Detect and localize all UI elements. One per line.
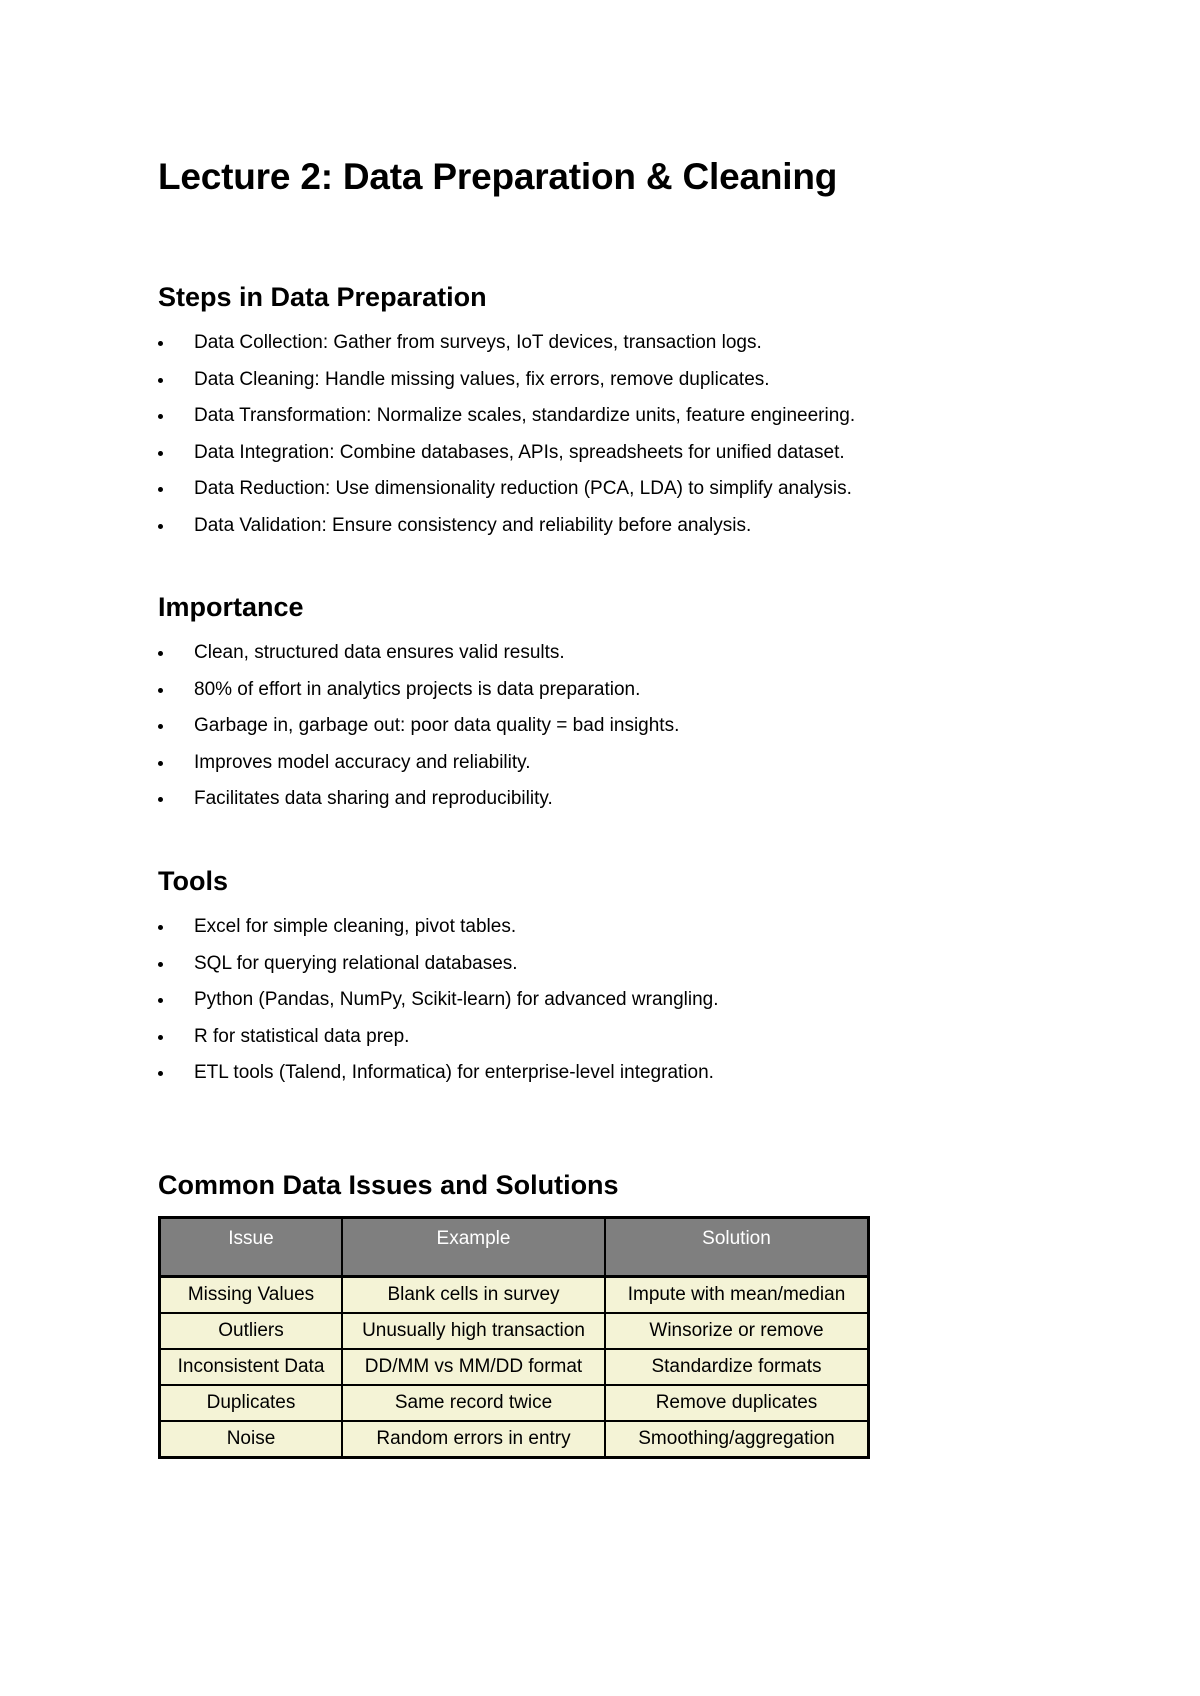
list-item-text: Clean, structured data ensures valid results. (194, 642, 565, 663)
bullet-icon (158, 797, 163, 802)
table-cell: Random errors in entry (342, 1421, 605, 1458)
list-item-text: SQL for querying relational databases. (194, 952, 518, 974)
table-row (160, 1277, 869, 1314)
list-item-text: Data Collection: Gather from surveys, IoT devices, transaction logs. (194, 332, 762, 353)
list-item-text: Python (Pandas, NumPy, Scikit-learn) for advanced wrangling. (194, 989, 719, 1010)
list-item (158, 1063, 719, 1100)
list-item-text: 80% of effort in analytics projects is data preparation. (194, 678, 641, 700)
table-header-row (160, 1218, 869, 1277)
table-cell: Remove duplicates (605, 1385, 869, 1421)
issues-heading: Common Data Issues and Solutions (158, 1170, 619, 1200)
bullet-icon (158, 1071, 163, 1076)
table-row (160, 1313, 869, 1349)
column-header-example: Example (342, 1218, 605, 1277)
bullet-icon (158, 451, 163, 456)
document-title: Lecture 2: Data Preparation & Cleaning (158, 156, 838, 197)
bullet-icon (158, 925, 163, 930)
list-item-text: Improves model accuracy and reliability. (194, 751, 531, 773)
column-header-solution: Solution (605, 1218, 869, 1277)
table-row (160, 1421, 869, 1458)
list-item (158, 917, 719, 954)
table-cell: Blank cells in survey (342, 1277, 605, 1314)
list-item-text: Data Integration: Combine databases, APIs, spreadsheets for unified dataset. (194, 441, 845, 463)
list-item (158, 479, 855, 516)
table-cell: Inconsistent Data (160, 1349, 343, 1385)
bullet-icon (158, 962, 163, 967)
bullet-icon (158, 341, 163, 346)
bullet-icon (158, 761, 163, 766)
list-item (158, 443, 855, 480)
table-cell: Outliers (160, 1313, 343, 1349)
tools-list (158, 917, 719, 1100)
bullet-icon (158, 524, 163, 529)
list-item-text: Data Transformation: Normalize scales, standardize units, feature engineering. (194, 405, 856, 426)
importance-heading: Importance (158, 592, 304, 622)
table-cell: Standardize formats (605, 1349, 869, 1385)
list-item (158, 753, 679, 790)
list-item (158, 370, 855, 407)
column-header-issue: Issue (160, 1218, 343, 1277)
list-item (158, 516, 855, 553)
list-item-text: Excel for simple cleaning, pivot tables. (194, 916, 517, 937)
list-item (158, 333, 855, 370)
table-cell: Unusually high transaction (342, 1313, 605, 1349)
list-item-text: Facilitates data sharing and reproducibility. (194, 788, 553, 809)
table-cell: Smoothing/aggregation (605, 1421, 869, 1458)
bullet-icon (158, 1035, 163, 1040)
list-item (158, 680, 679, 717)
list-item (158, 789, 679, 826)
list-item-text: Garbage in, garbage out: poor data quality = bad insights. (194, 715, 680, 736)
steps-heading: Steps in Data Preparation (158, 282, 487, 312)
table-cell: Noise (160, 1421, 343, 1458)
list-item (158, 1027, 719, 1064)
bullet-icon (158, 378, 163, 383)
bullet-icon (158, 998, 163, 1003)
table-cell: Duplicates (160, 1385, 343, 1421)
table-cell: DD/MM vs MM/DD format (342, 1349, 605, 1385)
list-item (158, 716, 679, 753)
list-item (158, 406, 855, 443)
list-item-text: R for statistical data prep. (194, 1025, 410, 1047)
table-row (160, 1349, 869, 1385)
table-cell: Missing Values (160, 1277, 343, 1314)
bullet-icon (158, 688, 163, 693)
issues-table (158, 1216, 870, 1459)
bullet-icon (158, 414, 163, 419)
list-item-text: Data Reduction: Use dimensionality reduction (PCA, LDA) to simplify analysis. (194, 478, 852, 499)
bullet-icon (158, 724, 163, 729)
bullet-icon (158, 651, 163, 656)
table-cell: Same record twice (342, 1385, 605, 1421)
list-item (158, 954, 719, 991)
importance-list (158, 643, 679, 826)
tools-heading: Tools (158, 866, 228, 896)
list-item (158, 990, 719, 1027)
list-item-text: ETL tools (Talend, Informatica) for enterprise-level integration. (194, 1062, 714, 1083)
steps-list (158, 333, 855, 552)
list-item (158, 643, 679, 680)
table-cell: Winsorize or remove (605, 1313, 869, 1349)
list-item-text: Data Cleaning: Handle missing values, fix errors, remove duplicates. (194, 368, 770, 390)
bullet-icon (158, 487, 163, 492)
table-cell: Impute with mean/median (605, 1277, 869, 1314)
list-item-text: Data Validation: Ensure consistency and reliability before analysis. (194, 514, 752, 536)
table-row (160, 1385, 869, 1421)
